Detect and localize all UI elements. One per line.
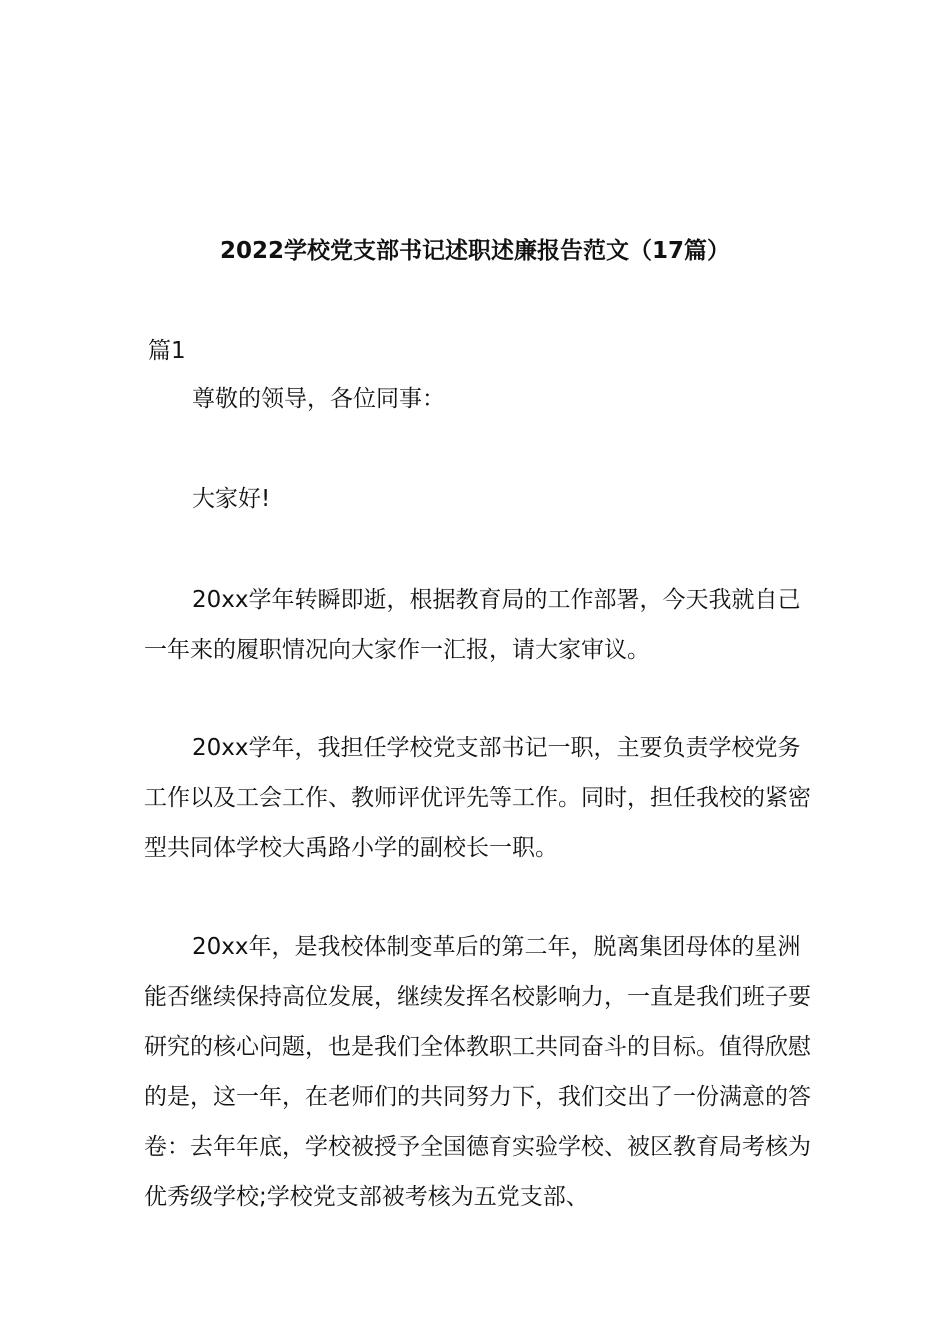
paragraph-1: 20xx学年转瞬即逝，根据教育局的工作部署，今天我就自己一年来的履职情况向大家作一汇报，请大家审议。 [144, 587, 801, 663]
paragraph-greeting: 大家好! [192, 486, 271, 512]
document-title: 2022学校党支部书记述职述廉报告范文（17篇） [219, 238, 731, 264]
section-label: 篇1 [148, 338, 186, 364]
paragraph-2: 20xx学年，我担任学校党支部书记一职，主要负责学校党务工作以及工会工作、教师评优评先等工作。同时，担任我校的紧密型共同体学校大禹路小学的副校长一职。 [144, 735, 811, 861]
paragraph-3: 20xx年，是我校体制变革后的第二年，脱离集团母体的星洲能否继续保持高位发展，继续发挥名校影响力，一直是我们班子要研究的核心问题，也是我们全体教职工共同奋斗的目标。值得欣慰的是，这一年，在老师们的共同努力下，我们交出了一份满意的答卷：去年年底，学校被授予全国德育实验学校、被区教育局考核为优秀级学校;学校党支部被考核为五党支部、 [144, 934, 811, 1210]
paragraph-salutation: 尊敬的领导，各位同事： [192, 386, 445, 412]
